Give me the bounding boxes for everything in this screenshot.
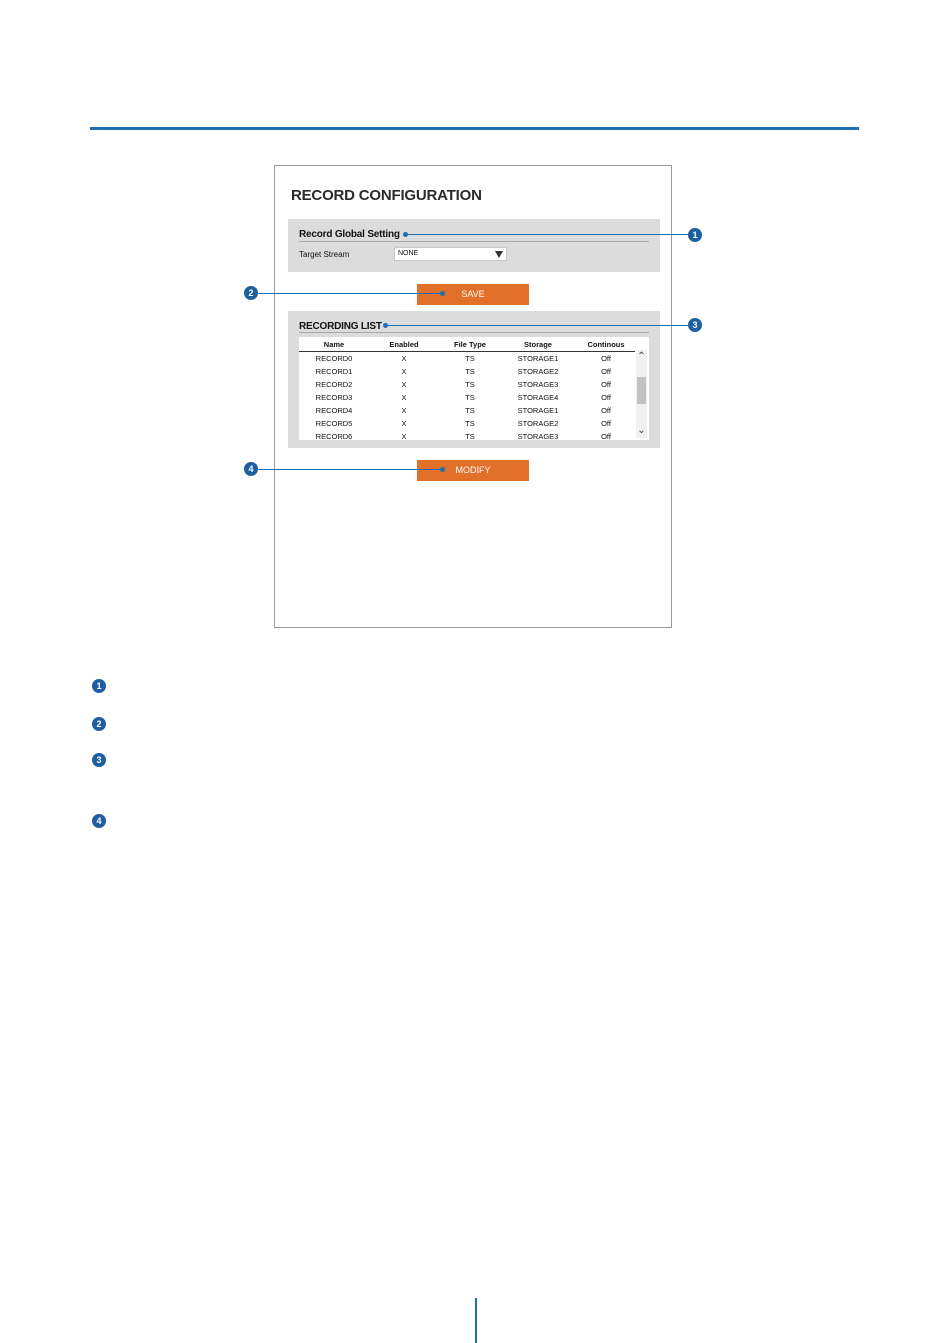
record-continous: Off (601, 354, 611, 363)
callout-badge-4: 4 (244, 462, 258, 476)
record-name: RECORD4 (315, 406, 353, 415)
page-title: RECORD CONFIGURATION (291, 187, 482, 204)
target-stream-select[interactable] (394, 247, 507, 261)
section-divider (299, 241, 649, 242)
record-storage: STORAGE1 (517, 354, 559, 363)
record-continous: Off (601, 367, 611, 376)
callout-anchor-dot (440, 467, 445, 472)
record-file-type: TS (465, 406, 475, 415)
table-row[interactable] (299, 366, 635, 379)
record-global-setting-section (288, 219, 660, 272)
legend-badge-1: 1 (92, 679, 106, 693)
record-storage: STORAGE2 (517, 367, 559, 376)
record-name: RECORD0 (315, 354, 353, 363)
table-row[interactable] (299, 392, 635, 405)
record-name: RECORD3 (315, 393, 353, 402)
callout-badge-1: 1 (688, 228, 702, 242)
table-row[interactable] (299, 379, 635, 392)
record-file-type: TS (465, 380, 475, 389)
record-storage: STORAGE2 (517, 419, 559, 428)
recording-list-heading: RECORDING LIST (299, 321, 382, 332)
callout-line (258, 469, 442, 470)
record-storage: STORAGE4 (517, 393, 559, 402)
column-header-enabled: Enabled (389, 340, 419, 349)
record-enabled: X (401, 393, 407, 402)
chevron-down-icon[interactable]: ⌄ (637, 425, 646, 436)
callout-line (258, 293, 442, 294)
callout-badge-3: 3 (688, 318, 702, 332)
legend-badge-2: 2 (92, 717, 106, 731)
column-header-name: Name (323, 340, 345, 349)
record-enabled: X (401, 432, 407, 440)
record-enabled: X (401, 380, 407, 389)
record-continous: Off (601, 393, 611, 402)
record-file-type: TS (465, 393, 475, 402)
target-stream-value: NONE (398, 250, 419, 257)
table-row[interactable] (299, 405, 635, 418)
record-name: RECORD1 (315, 367, 353, 376)
callout-anchor-dot (440, 291, 445, 296)
record-name: RECORD6 (315, 432, 353, 440)
column-header-storage: Storage (524, 340, 552, 349)
record-enabled: X (401, 419, 407, 428)
record-file-type: TS (465, 432, 475, 440)
callout-line (406, 234, 688, 235)
header-rule (90, 127, 859, 130)
record-storage: STORAGE3 (517, 432, 559, 440)
record-file-type: TS (465, 354, 475, 363)
record-storage: STORAGE1 (517, 406, 559, 415)
record-continous: Off (601, 406, 611, 415)
target-stream-label: Target Stream (299, 250, 350, 259)
save-button[interactable]: SAVE (417, 284, 529, 305)
callout-badge-2: 2 (244, 286, 258, 300)
chevron-up-icon[interactable]: ⌃ (637, 351, 646, 362)
dropdown-arrow-icon (495, 251, 503, 258)
record-enabled: X (401, 354, 407, 363)
modify-button[interactable]: MODIFY (417, 460, 529, 481)
column-header-file-type: File Type (454, 340, 486, 349)
record-name: RECORD2 (315, 380, 353, 389)
legend-badge-3: 3 (92, 753, 106, 767)
record-continous: Off (601, 380, 611, 389)
recording-list-section (288, 311, 660, 448)
scroll-thumb[interactable] (637, 377, 646, 404)
record-file-type: TS (465, 367, 475, 376)
section-divider (299, 332, 649, 333)
record-global-setting-heading: Record Global Setting (299, 229, 400, 240)
column-header-continous: Continous (587, 340, 625, 349)
record-enabled: X (401, 367, 407, 376)
recording-list-table (299, 337, 649, 440)
table-row[interactable] (299, 431, 635, 440)
callout-line (386, 325, 688, 326)
table-row[interactable] (299, 353, 635, 366)
footer-rule (475, 1298, 477, 1343)
record-file-type: TS (465, 419, 475, 428)
record-name: RECORD5 (315, 419, 353, 428)
table-header (299, 340, 635, 352)
table-scrollbar[interactable] (636, 350, 647, 438)
record-enabled: X (401, 406, 407, 415)
record-continous: Off (601, 419, 611, 428)
table-row[interactable] (299, 418, 635, 431)
record-storage: STORAGE3 (517, 380, 559, 389)
record-continous: Off (601, 432, 611, 440)
legend-badge-4: 4 (92, 814, 106, 828)
